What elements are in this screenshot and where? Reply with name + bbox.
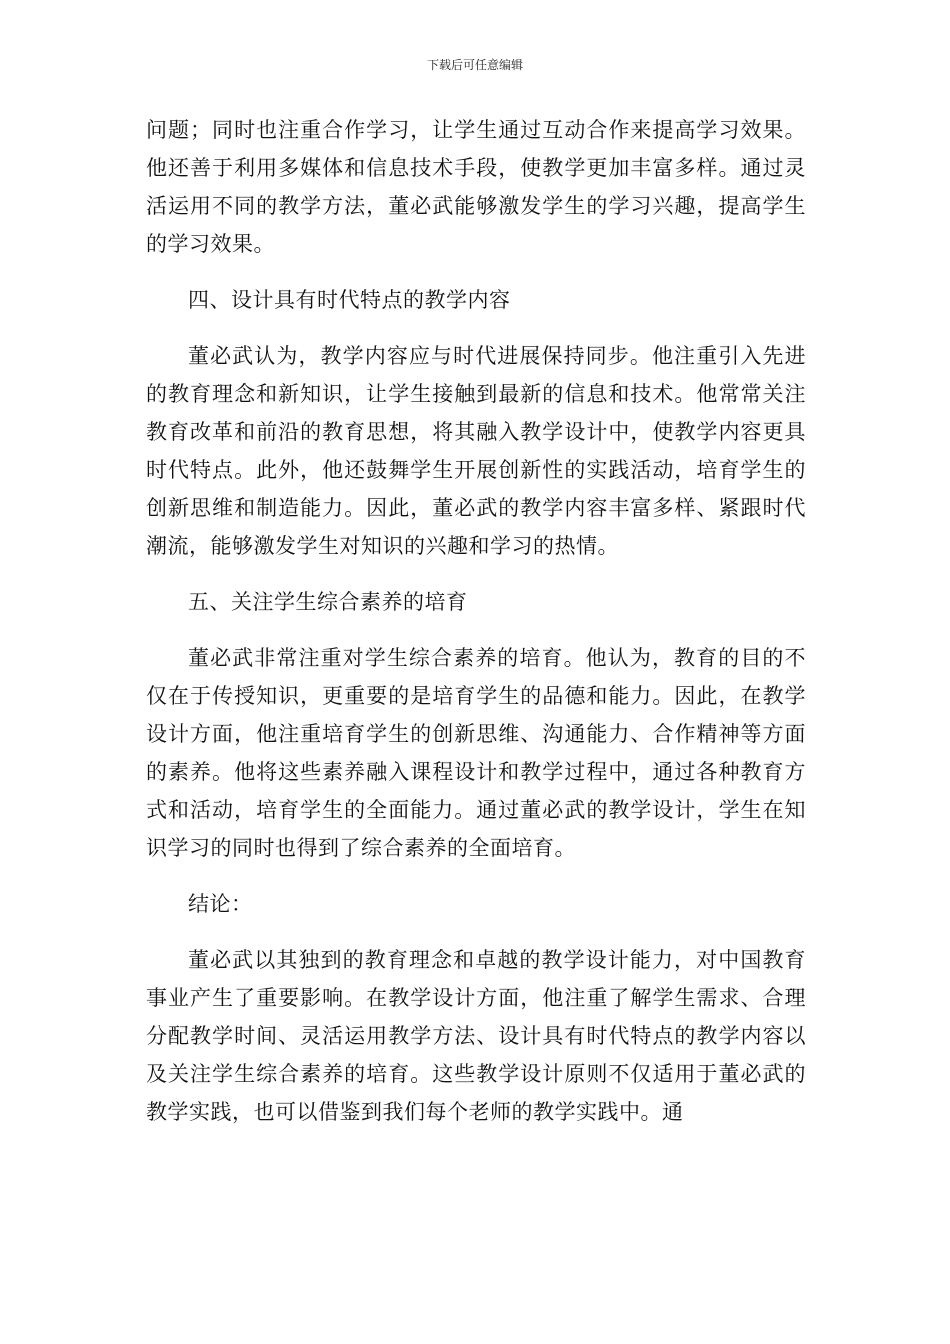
paragraph-conclusion: 董必武以其独到的教育理念和卓越的教学设计能力，对中国教育事业产生了重要影响。在教学设计方面，他注重了解学生需求、合理分配教学时间、灵活运用教学方法、设计具有时代特点的教学内容以及关注学生综合素养的培育。这些教学设计原则不仅适用于董必武的教学实践，也可以借鉴到我们每个老师的教学实践中。通 <box>146 948 806 1124</box>
paragraph-section-4: 董必武认为，教学内容应与时代进展保持同步。他注重引入先进的教育理念和新知识，让学生接触到最新的信息和技术。他常常关注教育改革和前沿的教育思想，将其融入教学设计中，使教学内容更具时代特点。此外，他还鼓舞学生开展创新性的实践活动，培育学生的创新思维和制造能力。因此，董必武的教学内容丰富多样、紧跟时代潮流，能够激发学生对知识的兴趣和学习的热情。 <box>146 344 806 558</box>
conclusion-heading: 结论： <box>188 892 253 916</box>
section-heading-5: 五、关注学生综合素养的培育 <box>188 590 468 614</box>
paragraph-continuation: 问题；同时也注重合作学习，让学生通过互动合作来提高学习效果。他还善于利用多媒体和信息技术手段，使教学更加丰富多样。通过灵活运用不同的教学方法，董必武能够激发学生的学习兴趣，提高学生的学习效果。 <box>146 118 806 256</box>
section-heading-4: 四、设计具有时代特点的教学内容 <box>188 288 511 312</box>
page-header: 下载后可任意编辑 <box>426 58 523 72</box>
document-body <box>146 111 806 1149</box>
paragraph-section-5: 董必武非常注重对学生综合素养的培育。他认为，教育的目的不仅在于传授知识，更重要的是培育学生的品德和能力。因此，在教学设计方面，他注重培育学生的创新思维、沟通能力、合作精神等方面的素养。他将这些素养融入课程设计和教学过程中，通过各种教育方式和活动，培育学生的全面能力。通过董必武的教学设计，学生在知识学习的同时也得到了综合素养的全面培育。 <box>146 646 806 860</box>
